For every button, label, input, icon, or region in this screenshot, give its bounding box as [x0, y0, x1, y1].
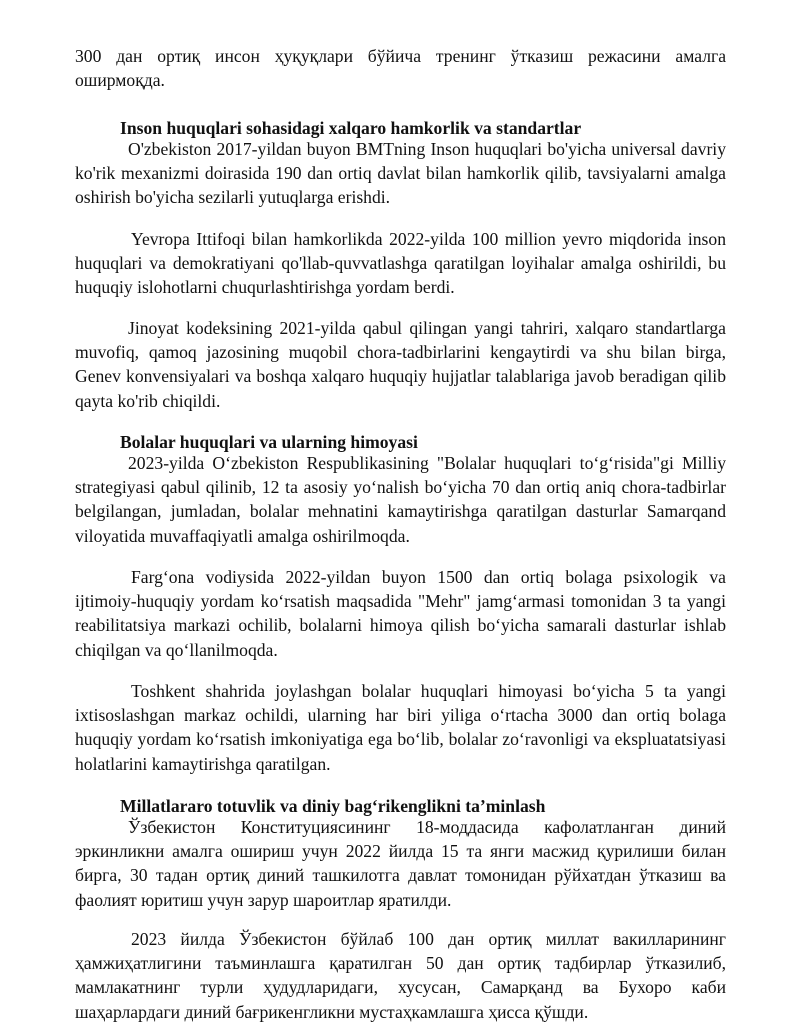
paragraph-eu-partnership: Yevropa Ittifoqi bilan hamkorlikda 2022-yilda 100 million yevro miqdorida inson huquqlari va demokratiyani qo'llab-quvvatlashga qaratilgan loyihalar amalga oshirildi, bu huquqiy islohotlarni chuqurlashtirishga yordam berdi. — [75, 229, 726, 298]
paragraph-fergana-rehabilitation: Fargʻona vodiysida 2022-yildan buyon 1500 dan ortiq bolaga psixologik va ijtimoiy-huquqiy yordam koʻrsatish maqsadida "Mehr" jamgʻarmasi tomonidan 3 ta yangi reabilitatsiya markazi ochilib, bolalarni himoya qilish boʻyicha samarali dasturlar ishlab chiqilgan va qoʻllanilmoqda. — [75, 567, 726, 660]
paragraph-interethnic-events: 2023 йилда Ўзбекистон бўйлаб 100 дан ортиқ миллат вакилларининг ҳамжиҳатлигини таъминлашга қаратилган 50 дан ортиқ тадбирлар ўтказилиб, мамлакатнинг турли ҳудудларидаги, хусусан, Самарқанд ва Бухоро каби шаҳарлардаги диний бағрикенгликни мустаҳкамлашга ҳисса қўшди. — [75, 929, 726, 1022]
section-heading-international-cooperation: Inson huquqlari sohasidagi xalqaro hamkorlik va standartlar — [120, 118, 582, 138]
paragraph-training-plan: 300 дан ортиқ инсон ҳуқуқлари бўйича тренинг ўтказиш режасини амалга оширмоқда. — [75, 46, 726, 91]
section-heading-children-rights: Bolalar huquqlari va ularning himoyasi — [120, 432, 418, 452]
section-heading-interethnic-harmony: Millatlararo totuvlik va diniy bagʻrikenglikni taʼminlash — [120, 796, 546, 816]
paragraph-religious-freedom: Ўзбекистон Конституциясининг 18-моддасида кафолатланган диний эркинликни амалга ошириш учун 2022 йилда 15 та янги масжид қурилиши билан бирга, 30 тадан ортиқ диний ташкилотга давлат томонидан рўйхатдан ўтказиш ва фаолият юритиш учун зарур шароитлар яратилди. — [75, 817, 726, 910]
paragraph-upr-cooperation: O'zbekiston 2017-yildan buyon BMTning Inson huquqlari bo'yicha universal davriy ko'rik mexanizmi doirasida 190 dan ortiq davlat bilan hamkorlik qilib, tavsiyalarni amalga oshirish bo'yicha sezilarli yutuqlarga erishdi. — [75, 139, 726, 208]
paragraph-criminal-code: Jinoyat kodeksining 2021-yilda qabul qilingan yangi tahriri, xalqaro standartlarga muvofiq, qamoq jazosining muqobil chora-tadbirlarini kengaytirdi va shu bilan birga, Genev konvensiyalari va boshqa xalqaro huquqiy hujjatlar talablariga javob beradigan qilib qayta ko'rib chiqildi. — [75, 318, 726, 411]
paragraph-national-strategy: 2023-yilda Oʻzbekiston Respublikasining "Bolalar huquqlari toʻgʻrisida"gi Milliy strategiyasi qabul qilinib, 12 ta asosiy yoʻnalish boʻyicha 70 dan ortiq aniq chora-tadbirlar belgilangan, jumladan, bolalar mehnatini kamaytirishga qaratilgan dasturlar Samarqand viloyatida muvaffaqiyatli amalga oshirilmoqda. — [75, 453, 726, 546]
paragraph-tashkent-centers: Toshkent shahrida joylashgan bolalar huquqlari himoyasi boʻyicha 5 ta yangi ixtisoslashgan markaz ochildi, ularning har biri yiliga oʻrtacha 3000 dan ortiq bolaga huquqiy yordam koʻrsatish imkoniyatiga ega boʻlib, bolalar zoʻravonligi va ekspluatatsiyasi holatlarini kamaytirishga qaratilgan. — [75, 681, 726, 774]
